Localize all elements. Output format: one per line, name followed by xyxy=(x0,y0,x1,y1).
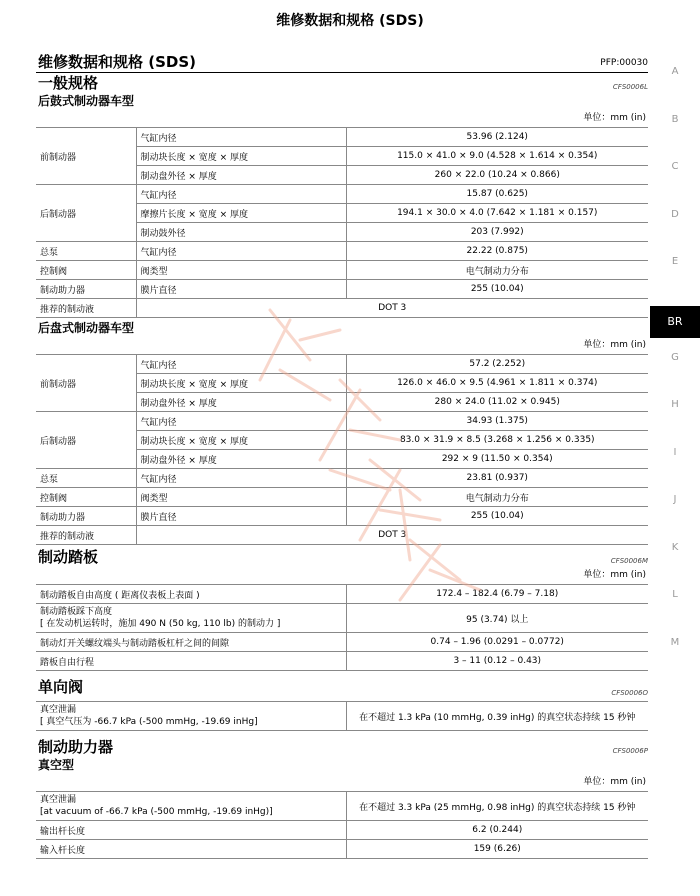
row-item: 制动块长度 × 宽度 × 厚度 xyxy=(136,147,346,166)
row-value: 280 × 24.0 (11.02 × 0.945) xyxy=(346,393,648,412)
row-item: 制动块长度 × 宽度 × 厚度 xyxy=(136,431,346,450)
row-item: 阀类型 xyxy=(136,488,346,507)
row-value: 260 × 22.0 (10.24 × 0.866) xyxy=(346,166,648,185)
side-tab-br[interactable]: BR xyxy=(650,306,700,338)
table-row xyxy=(36,652,648,671)
side-index-tabs xyxy=(650,60,700,678)
row-label: 控制阀 xyxy=(36,261,136,280)
row-value: 0.74 – 1.96 (0.0291 – 0.0772) xyxy=(346,633,648,652)
booster-unit: 单位：mm (in) xyxy=(583,777,646,787)
row-value: 95 (3.74) 以上 xyxy=(346,604,648,633)
table-row xyxy=(36,633,648,652)
row-item: 气缸内径 xyxy=(136,469,346,488)
row-value: DOT 3 xyxy=(136,526,648,545)
booster-code: CFS0006P xyxy=(612,747,648,755)
row-label: 踏板自由行程 xyxy=(36,652,346,671)
row-label: 制动助力器 xyxy=(36,507,136,526)
side-tab-c[interactable]: C xyxy=(671,161,679,172)
row-item: 气缸内径 xyxy=(136,128,346,147)
side-tab-i[interactable]: I xyxy=(673,446,677,458)
row-value: 22.22 (0.875) xyxy=(346,242,648,261)
row-value: 126.0 × 46.0 × 9.5 (4.961 × 1.811 × 0.374) xyxy=(346,374,648,393)
row-item: 膜片直径 xyxy=(136,507,346,526)
side-tab-k[interactable]: K xyxy=(671,541,679,553)
side-tab-g[interactable]: G xyxy=(671,351,679,363)
table-row xyxy=(36,185,648,204)
sds-title: 维修数据和规格 (SDS) xyxy=(38,53,196,71)
row-value: 53.96 (2.124) xyxy=(346,128,648,147)
row-label: 后制动器 xyxy=(36,412,136,469)
table-row xyxy=(36,469,648,488)
table-row xyxy=(36,128,648,147)
check-valve-spec-table xyxy=(36,701,648,731)
booster-spec-table xyxy=(36,791,648,859)
drum-title: 后鼓式制动器车型 xyxy=(38,94,135,108)
row-label: 输出杆长度 xyxy=(36,821,346,840)
row-item: 制动盘外径 × 厚度 xyxy=(136,450,346,469)
row-value: 电气制动力分布 xyxy=(346,488,648,507)
side-tab-a[interactable]: A xyxy=(671,66,679,77)
pedal-code: CFS0006M xyxy=(610,557,648,565)
table-row xyxy=(36,242,648,261)
row-value: 6.2 (0.244) xyxy=(346,821,648,840)
row-value: 292 × 9 (11.50 × 0.354) xyxy=(346,450,648,469)
page-title: 维修数据和规格 (SDS) xyxy=(276,13,424,29)
row-item: 制动鼓外径 xyxy=(136,223,346,242)
side-tab-j[interactable]: J xyxy=(673,494,677,505)
row-value: 3 – 11 (0.12 – 0.43) xyxy=(346,652,648,671)
row-item: 制动盘外径 × 厚度 xyxy=(136,393,346,412)
row-label xyxy=(36,604,346,633)
pfp-code: PFP:00030 xyxy=(600,58,648,68)
row-label: 总泵 xyxy=(36,242,136,261)
row-value: 23.81 (0.937) xyxy=(346,469,648,488)
row-item: 膜片直径 xyxy=(136,280,346,299)
row-label: 推荐的制动液 xyxy=(36,526,136,545)
row-label: 后制动器 xyxy=(36,185,136,242)
row-item: 气缸内径 xyxy=(136,242,346,261)
side-tab-l[interactable]: L xyxy=(672,589,678,600)
pedal-unit: 单位：mm (in) xyxy=(583,570,646,580)
row-value: 255 (10.04) xyxy=(346,280,648,299)
disc-title: 后盘式制动器车型 xyxy=(38,321,135,335)
row-label: 制动踏板自由高度 ( 距离仪表板上表面 ) xyxy=(36,585,346,604)
table-row xyxy=(36,526,648,545)
row-item: 阀类型 xyxy=(136,261,346,280)
side-tab-h[interactable]: H xyxy=(671,399,679,410)
sds-header xyxy=(36,46,648,73)
side-tab-b[interactable]: B xyxy=(671,113,679,125)
table-row xyxy=(36,604,648,633)
row-value: 255 (10.04) xyxy=(346,507,648,526)
table-row xyxy=(36,702,648,731)
row-label-line: 制动踏板踩下高度 xyxy=(40,607,113,617)
row-item: 制动块长度 × 宽度 × 厚度 xyxy=(136,374,346,393)
pedal-section-header xyxy=(36,547,648,567)
general-section-header xyxy=(36,73,648,93)
row-value: 194.1 × 30.0 × 4.0 (7.642 × 1.181 × 0.157) xyxy=(346,204,648,223)
row-label: 制动灯开关螺纹端头与制动踏板杠杆之间的间隙 xyxy=(36,633,346,652)
general-code: CFS0006L xyxy=(612,83,648,91)
table-row xyxy=(36,792,648,821)
row-label: 控制阀 xyxy=(36,488,136,507)
pedal-spec-table xyxy=(36,584,648,671)
row-label: 总泵 xyxy=(36,469,136,488)
check-valve-section-header xyxy=(36,677,648,701)
table-row xyxy=(36,355,648,374)
row-value: 83.0 × 31.9 × 8.5 (3.268 × 1.256 × 0.335) xyxy=(346,431,648,450)
row-item: 气缸内径 xyxy=(136,185,346,204)
disc-spec-table xyxy=(36,354,648,545)
pedal-title: 制动踏板 xyxy=(38,548,99,566)
drum-unit: 单位：mm (in) xyxy=(583,113,646,123)
table-row xyxy=(36,840,648,859)
side-tab-m[interactable]: M xyxy=(670,636,680,648)
row-item: 气缸内径 xyxy=(136,355,346,374)
row-value: 172.4 – 182.4 (6.79 – 7.18) xyxy=(346,585,648,604)
row-label: 推荐的制动液 xyxy=(36,299,136,318)
row-value: 15.87 (0.625) xyxy=(346,185,648,204)
row-value: 159 (6.26) xyxy=(346,840,648,859)
booster-section-header xyxy=(36,737,648,757)
row-value: 203 (7.992) xyxy=(346,223,648,242)
row-item: 摩擦片长度 × 宽度 × 厚度 xyxy=(136,204,346,223)
side-tab-d[interactable]: D xyxy=(671,208,679,220)
table-row xyxy=(36,412,648,431)
check-valve-title: 单向阀 xyxy=(38,678,84,696)
row-label: 制动助力器 xyxy=(36,280,136,299)
row-label-line: [ 真空气压为 -66.7 kPa (-500 mmHg, -19.69 inHg] xyxy=(40,717,258,727)
row-value: 在不超过 3.3 kPa (25 mmHg, 0.98 inHg) 的真空状态持续 15 秒钟 xyxy=(346,792,648,821)
row-label: 前制动器 xyxy=(36,355,136,412)
row-item: 制动盘外径 × 厚度 xyxy=(136,166,346,185)
row-label-line: 真空泄漏 xyxy=(40,705,77,715)
row-value: 在不超过 1.3 kPa (10 mmHg, 0.39 inHg) 的真空状态持续 15 秒钟 xyxy=(346,702,648,731)
row-item: 气缸内径 xyxy=(136,412,346,431)
document-body xyxy=(36,46,648,859)
row-label-line: [ 在发动机运转时，施加 490 N (50 kg, 110 lb) 的制动力 ] xyxy=(40,619,281,629)
table-row xyxy=(36,261,648,280)
side-tab-e[interactable]: E xyxy=(671,256,679,267)
disc-unit: 单位：mm (in) xyxy=(583,340,646,350)
row-label xyxy=(36,702,346,731)
booster-subtitle: 真空型 xyxy=(38,758,75,772)
table-row xyxy=(36,821,648,840)
row-label xyxy=(36,792,346,821)
check-valve-code: CFS0006O xyxy=(611,689,648,697)
table-row xyxy=(36,488,648,507)
row-value: DOT 3 xyxy=(136,299,648,318)
row-label-line: [at vacuum of -66.7 kPa (-500 mmHg, -19.69 inHg)] xyxy=(40,807,273,817)
row-value: 34.93 (1.375) xyxy=(346,412,648,431)
drum-spec-table xyxy=(36,127,648,318)
row-label-line: 真空泄漏 xyxy=(40,795,77,805)
booster-title: 制动助力器 xyxy=(38,738,114,756)
row-value: 57.2 (2.252) xyxy=(346,355,648,374)
table-row xyxy=(36,299,648,318)
table-row xyxy=(36,280,648,299)
table-row xyxy=(36,507,648,526)
row-value: 115.0 × 41.0 × 9.0 (4.528 × 1.614 × 0.354) xyxy=(346,147,648,166)
row-value: 电气制动力分布 xyxy=(346,261,648,280)
row-label: 前制动器 xyxy=(36,128,136,185)
general-title: 一般规格 xyxy=(38,74,99,92)
row-label: 输入杆长度 xyxy=(36,840,346,859)
table-row xyxy=(36,585,648,604)
